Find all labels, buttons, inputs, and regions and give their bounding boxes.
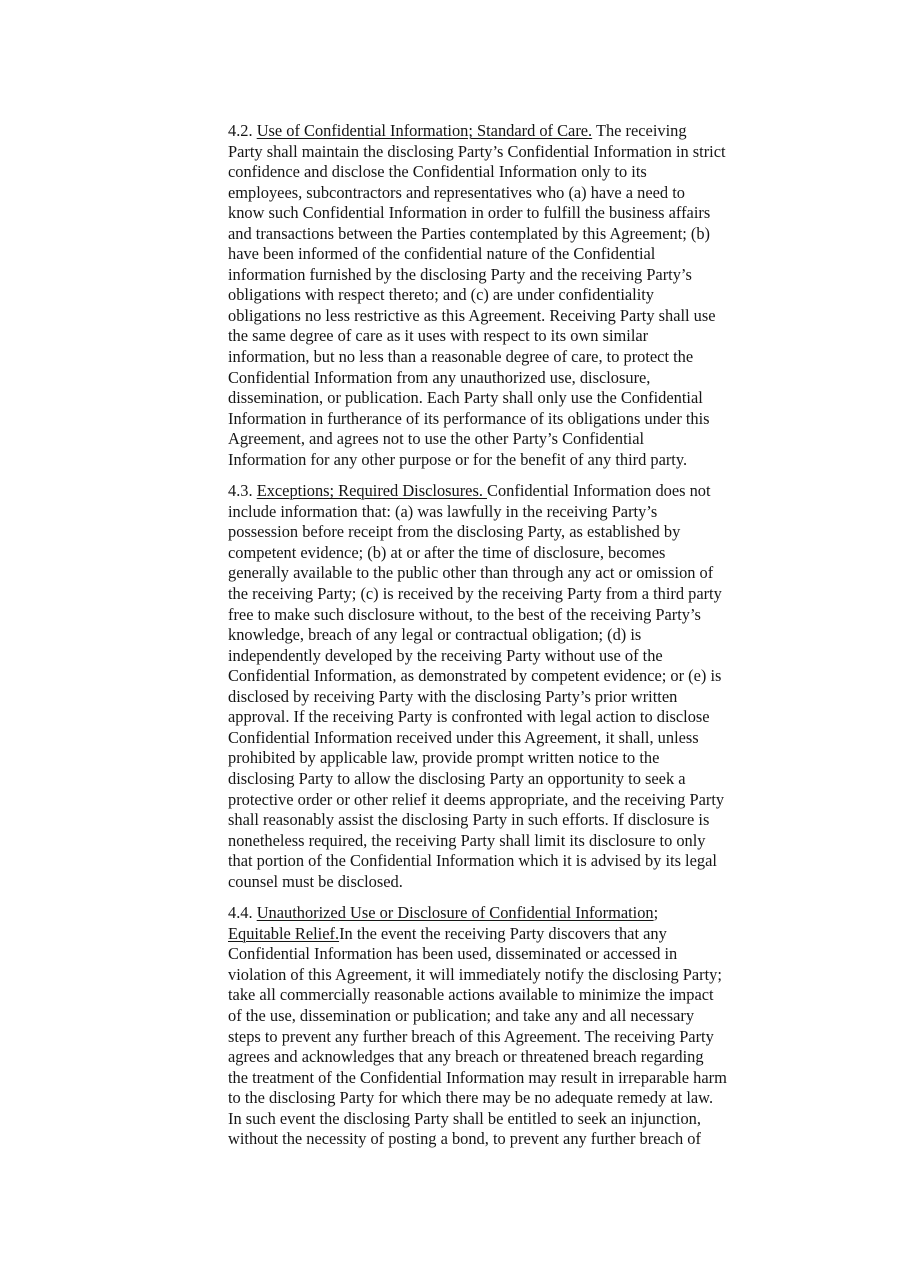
text-line — [228, 481, 828, 502]
text-line — [228, 605, 828, 626]
text-run: counsel must be disclosed. — [228, 871, 403, 891]
text-line — [228, 584, 828, 605]
text-line — [228, 1027, 828, 1048]
text-line — [228, 543, 828, 564]
section-heading-underlined: Exceptions; Required Disclosures. — [256, 481, 488, 501]
text-run: Confidential Information does not — [487, 481, 711, 501]
text-run: include information that: (a) was lawfully in the receiving Party’s — [228, 501, 658, 521]
text-line — [228, 748, 828, 769]
text-line — [228, 203, 828, 224]
text-run: Party shall maintain the disclosing Party’s Confidential Information in strict — [228, 141, 726, 161]
text-run: confidence and disclose the Confidential Information only to its — [228, 162, 647, 182]
paragraph-4-4 — [228, 903, 828, 1150]
text-run: In the event the receiving Party discovers that any — [339, 923, 667, 943]
text-line — [228, 1068, 828, 1089]
text-line — [228, 1109, 828, 1130]
text-run: free to make such disclosure without, to the best of the receiving Party’s — [228, 604, 701, 624]
text-line — [228, 224, 828, 245]
text-run: of the use, dissemination or publication; and take any and all necessary — [228, 1005, 695, 1025]
text-line — [228, 924, 828, 945]
text-run: agrees and acknowledges that any breach or threatened breach regarding — [228, 1047, 704, 1067]
text-run: and transactions between the Parties contemplated by this Agreement; (b) — [228, 223, 711, 243]
text-run: ; — [653, 903, 659, 923]
text-run: information, but no less than a reasonable degree of care, to protect the — [228, 347, 694, 367]
text-run: disclosed by receiving Party with the disclosing Party’s prior written — [228, 686, 678, 706]
text-run: know such Confidential Information in order to fulfill the business affairs — [228, 203, 711, 223]
text-run: violation of this Agreement, it will immediately notify the disclosing Party; — [228, 964, 722, 984]
text-run: 4.2. — [228, 121, 257, 140]
text-run: obligations with respect thereto; and (c) are under confidentiality — [228, 285, 655, 305]
text-line — [228, 429, 828, 450]
text-line — [228, 285, 828, 306]
text-run: shall reasonably assist the disclosing Party in such efforts. If disclosure is — [228, 810, 710, 830]
text-line — [228, 1088, 828, 1109]
section-heading-underlined: Equitable Relief. — [228, 923, 340, 943]
text-line — [228, 522, 828, 543]
text-line — [228, 388, 828, 409]
text-run: Confidential Information has been used, disseminated or accessed in — [228, 944, 678, 964]
text-run: The receiving — [592, 121, 687, 140]
text-line — [228, 162, 828, 183]
text-line — [228, 409, 828, 430]
text-line — [228, 183, 828, 204]
text-line — [228, 687, 828, 708]
text-run: Agreement, and agrees not to use the other Party’s Confidential — [228, 429, 645, 449]
text-run: 4.4. — [228, 903, 257, 923]
text-line — [228, 625, 828, 646]
text-line — [228, 1006, 828, 1027]
paragraph-4-3 — [228, 481, 828, 892]
text-line — [228, 244, 828, 265]
text-line — [228, 347, 828, 368]
text-line — [228, 985, 828, 1006]
text-run: Information for any other purpose or for the benefit of any third party. — [228, 449, 688, 469]
text-run: dissemination, or publication. Each Party shall only use the Confidential — [228, 388, 703, 408]
text-line — [228, 121, 828, 142]
text-line — [228, 790, 828, 811]
text-run: Confidential Information received under this Agreement, it shall, unless — [228, 727, 699, 747]
text-run: competent evidence; (b) at or after the time of disclosure, becomes — [228, 542, 666, 562]
text-run: employees, subcontractors and representatives who (a) have a need to — [228, 182, 685, 202]
text-run: approval. If the receiving Party is confronted with legal action to disclose — [228, 707, 710, 727]
text-line — [228, 872, 828, 893]
text-run: steps to prevent any further breach of this Agreement. The receiving Party — [228, 1026, 714, 1046]
text-line — [228, 563, 828, 584]
text-run: take all commercially reasonable actions available to minimize the impact — [228, 985, 714, 1005]
text-run: to the disclosing Party for which there may be no adequate remedy at law. — [228, 1088, 714, 1108]
section-heading-underlined: Use of Confidential Information; Standard of Care. — [256, 121, 593, 140]
text-line — [228, 1129, 828, 1150]
text-line — [228, 306, 828, 327]
text-line — [228, 502, 828, 523]
text-line — [228, 142, 828, 163]
text-run: independently developed by the receiving Party without use of the — [228, 645, 663, 665]
text-run: the receiving Party; (c) is received by the receiving Party from a third party — [228, 584, 722, 604]
text-run: obligations no less restrictive as this Agreement. Receiving Party shall use — [228, 305, 716, 325]
text-line — [228, 450, 828, 471]
text-line — [228, 965, 828, 986]
text-line — [228, 666, 828, 687]
text-line — [228, 903, 828, 924]
text-run: the same degree of care as it uses with respect to its own similar — [228, 326, 649, 346]
text-run: 4.3. — [228, 481, 257, 501]
text-run: Confidential Information from any unauthorized use, disclosure, — [228, 367, 651, 387]
text-line — [228, 810, 828, 831]
text-run: prohibited by applicable law, provide prompt written notice to the — [228, 748, 660, 768]
text-run: information furnished by the disclosing Party and the receiving Party’s — [228, 264, 692, 284]
paragraph-4-2 — [228, 121, 828, 470]
text-line — [228, 707, 828, 728]
text-run: knowledge, breach of any legal or contractual obligation; (d) is — [228, 625, 642, 645]
contract-text-block — [228, 121, 828, 1161]
text-run: generally available to the public other than through any act or omission of — [228, 563, 714, 583]
text-run: have been informed of the confidential nature of the Confidential — [228, 244, 656, 264]
text-run: Information in furtherance of its performance of its obligations under this — [228, 408, 710, 428]
section-heading-underlined: Unauthorized Use or Disclosure of Confidential Information — [256, 903, 654, 923]
text-run: In such event the disclosing Party shall be entitled to seek an injunction, — [228, 1108, 701, 1128]
text-line — [228, 646, 828, 667]
text-line — [228, 944, 828, 965]
text-run: Confidential Information, as demonstrated by competent evidence; or (e) is — [228, 666, 722, 686]
text-line — [228, 728, 828, 749]
text-run: disclosing Party to allow the disclosing Party an opportunity to seek a — [228, 768, 686, 788]
text-run: nonetheless required, the receiving Party shall limit its disclosure to only — [228, 830, 706, 850]
text-line — [228, 1047, 828, 1068]
text-run: protective order or other relief it deems appropriate, and the receiving Party — [228, 789, 725, 809]
text-line — [228, 769, 828, 790]
text-line — [228, 368, 828, 389]
text-run: possession before receipt from the disclosing Party, as established by — [228, 522, 681, 542]
text-line — [228, 265, 828, 286]
text-run: that portion of the Confidential Information which it is advised by its legal — [228, 851, 717, 871]
text-line — [228, 831, 828, 852]
text-line — [228, 326, 828, 347]
text-line — [228, 851, 828, 872]
text-run: the treatment of the Confidential Information may result in irreparable harm — [228, 1067, 727, 1087]
text-run: without the necessity of posting a bond, to prevent any further breach of — [228, 1129, 701, 1149]
